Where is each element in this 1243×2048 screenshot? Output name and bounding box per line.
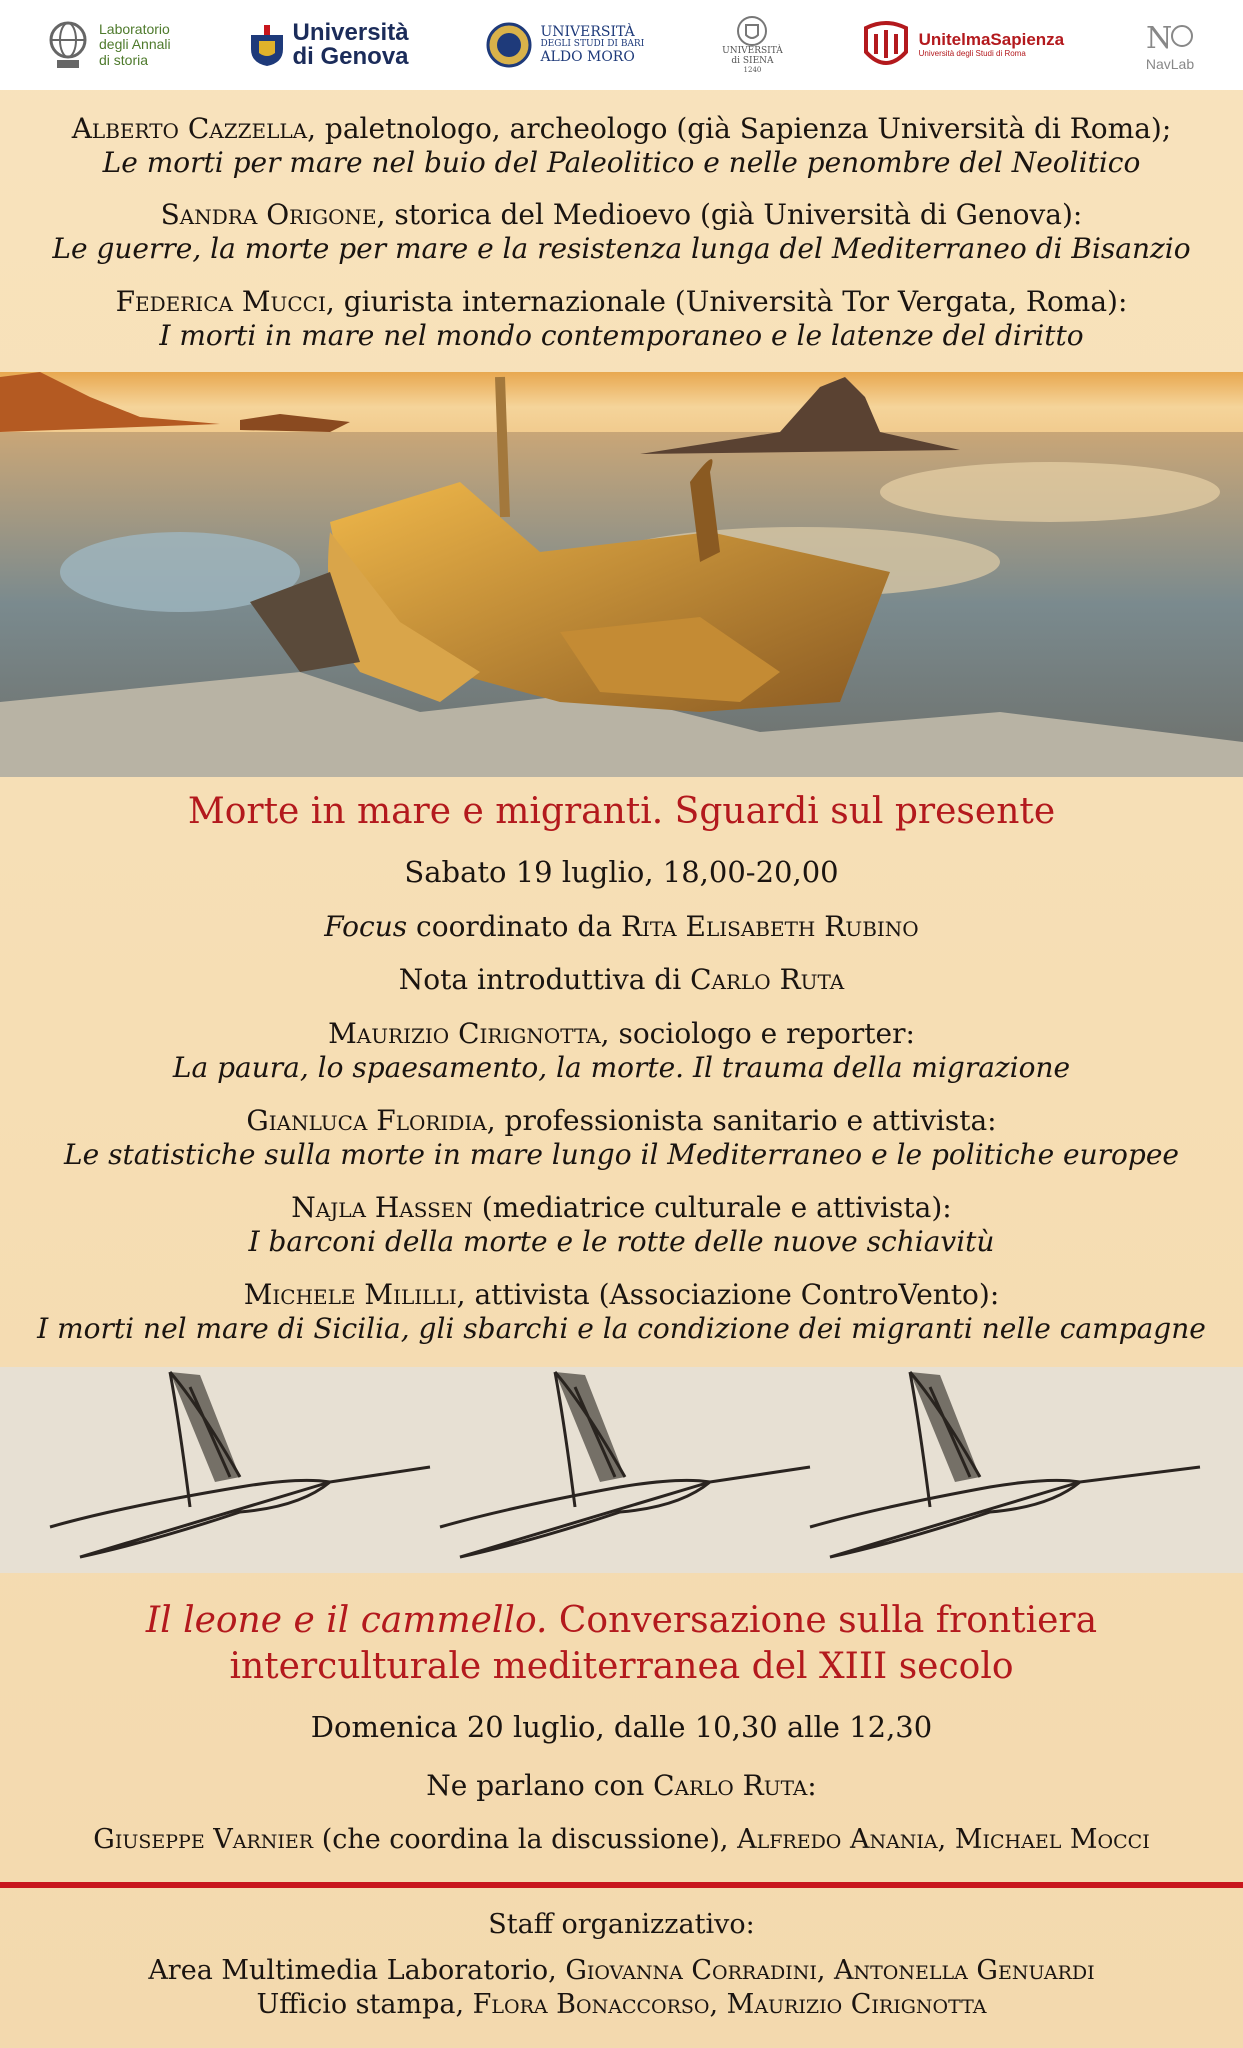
talk-title: Le statistiche sulla morte in mare lungo il Mediterraneo e le politiche europee (64, 1138, 1179, 1171)
staff-separator: , (816, 1955, 834, 1986)
staff-line-2 (0, 1988, 1243, 2022)
nota-text: Nota introduttiva di (398, 963, 691, 996)
ne-parlano-name: Carlo Ruta (653, 1769, 808, 1802)
globe-icon (45, 16, 91, 74)
shipwreck-image (0, 372, 1243, 777)
logo-bar (0, 0, 1243, 90)
svg-text:N: N (1146, 21, 1173, 56)
logo-laboratorio (45, 16, 171, 74)
speaker-role: , paletnologo, archeologo (già Sapienza Università di Roma); (307, 112, 1172, 145)
focus-name: Rita Elisabeth Rubino (620, 910, 919, 943)
event2-title-line2: interculturale mediterranea del XIII secolo (229, 1646, 1014, 1687)
talk-title: Le guerre, la morte per mare e la resistenza lunga del Mediterraneo di Bisanzio (52, 232, 1191, 265)
event1-speaker-4 (0, 1278, 1243, 1346)
talk-title: I morti nel mare di Sicilia, gli sbarchi e la condizione dei migranti nelle campagne (37, 1312, 1206, 1345)
shield-icon (249, 23, 285, 67)
siena-logo-text-3: 1240 (743, 66, 762, 75)
staff-name: Maurizio Cirignotta (726, 1989, 987, 2020)
bari-logo-text-2: DEGLI STUDI DI BARI (540, 39, 645, 50)
top-speaker-1 (0, 112, 1243, 180)
staff-role: Area Multimedia Laboratorio, (148, 1955, 566, 1986)
siena-logo-text-1: UNIVERSITÀ (722, 46, 783, 57)
event1-date-text: Sabato 19 luglio, 18,00-20,00 (404, 855, 839, 889)
event1-speaker-1 (0, 1017, 1243, 1085)
cranes-image (0, 1367, 1243, 1573)
bari-logo-text-1: UNIVERSITÀ (540, 23, 635, 40)
speaker-name: Sandra Origone (160, 198, 377, 231)
event2-date-text: Domenica 20 luglio, dalle 10,30 alle 12,30 (310, 1710, 933, 1744)
genova-logo-text-2: di Genova (292, 43, 409, 70)
speaker-name: Gianluca Floridia (246, 1104, 487, 1137)
speaker-name: Alberto Cazzella (71, 112, 308, 145)
speaker-role: , giurista internazionale (Università Tor Vergata, Roma): (325, 285, 1128, 318)
event1-speaker-2 (0, 1104, 1243, 1172)
event1-focus (0, 910, 1243, 944)
event2-ne-parlano (0, 1769, 1243, 1803)
event1-speaker-3 (0, 1191, 1243, 1259)
event2-title-rest: Conversazione sulla frontiera (547, 1600, 1098, 1641)
logo-unitelma (861, 16, 1065, 74)
speaker-role: , professionista sanitario e attivista: (486, 1104, 997, 1137)
lab-logo-text-2: degli Annali (99, 36, 171, 53)
participant-name: Alfredo Anania (737, 1824, 938, 1855)
participant-name: Michael Mocci (954, 1824, 1150, 1855)
event1-title-text: Morte in mare e migranti. Sguardi sul presente (187, 791, 1056, 832)
staff-name: Flora Bonaccorso (472, 1989, 710, 2020)
top-speaker-2 (0, 198, 1243, 266)
top-speaker-3 (0, 285, 1243, 353)
bari-logo-text-3: ALDO MORO (540, 48, 635, 65)
event1-date (0, 855, 1243, 889)
nota-name: Carlo Ruta (690, 963, 845, 996)
speaker-name: Maurizio Cirignotta (328, 1017, 601, 1050)
staff-role: Ufficio stampa, (256, 1989, 473, 2020)
staff-separator: , (709, 1989, 727, 2020)
participant-separator: , (937, 1824, 955, 1855)
unitelma-emblem-icon (861, 16, 911, 74)
unitelma-logo-text-2: Università degli Studi di Roma (918, 48, 1026, 58)
shipwreck-photo (0, 372, 1243, 777)
speaker-role: , sociologo e reporter: (600, 1017, 915, 1050)
speaker-role: (mediatrice culturale e attivista): (472, 1191, 952, 1224)
focus-word: Focus (324, 910, 408, 943)
speaker-name: Federica Mucci (115, 285, 326, 318)
participant-note: (che coordina la discussione), (313, 1824, 738, 1855)
speaker-name: Najla Hassen (291, 1191, 473, 1224)
event2-title (0, 1598, 1243, 1690)
staff-name: Antonella Genuardi (834, 1955, 1095, 1986)
navlab-logo-text: NavLab (1145, 56, 1195, 72)
lab-logo-text-3: di storia (99, 51, 149, 68)
staff-heading (0, 1908, 1243, 1942)
talk-title: I morti in mare nel mondo contemporaneo e le latenze del diritto (159, 319, 1084, 352)
lab-logo-text-1: Laboratorio (99, 20, 170, 37)
event2-participants (0, 1823, 1243, 1857)
crest-icon (736, 15, 768, 47)
red-divider (0, 1882, 1243, 1888)
siena-logo-text-2: di SIENA (731, 56, 774, 67)
logo-bari (486, 22, 644, 68)
talk-title: Le morti per mare nel buio del Paleolitico e nelle penombre del Neolitico (102, 146, 1141, 179)
staff-line-1 (0, 1954, 1243, 1988)
event2-title-italic: Il leone e il cammello. (145, 1600, 548, 1641)
event2-date (0, 1710, 1243, 1744)
logo-siena (722, 15, 783, 74)
event1-title (0, 790, 1243, 834)
navlab-icon (1142, 18, 1198, 56)
talk-title: La paura, lo spaesamento, la morte. Il trauma della migrazione (172, 1051, 1071, 1084)
ne-parlano-colon: : (807, 1769, 817, 1802)
logo-navlab (1142, 18, 1198, 72)
logo-genova (249, 21, 409, 69)
speaker-role: , storica del Medioevo (già Università di Genova): (376, 198, 1083, 231)
focus-rest: coordinato da (407, 910, 621, 943)
participant-name: Giuseppe Varnier (93, 1824, 314, 1855)
staff-name: Giovanna Corradini (565, 1955, 817, 1986)
event1-nota (0, 963, 1243, 997)
talk-title: I barconi della morte e le rotte delle nuove schiavitù (248, 1225, 995, 1258)
unitelma-logo-text-1: UnitelmaSapienza (918, 30, 1065, 50)
speaker-name: Michele Mililli (243, 1278, 457, 1311)
staff-heading-text: Staff organizzativo: (488, 1909, 755, 1940)
speaker-role: , attivista (Associazione ControVento): (456, 1278, 1000, 1311)
cranes-illustration (0, 1367, 1243, 1573)
seal-icon (486, 22, 532, 68)
ne-parlano-text: Ne parlano con (426, 1769, 654, 1802)
genova-logo-text-1: Università (292, 19, 409, 46)
